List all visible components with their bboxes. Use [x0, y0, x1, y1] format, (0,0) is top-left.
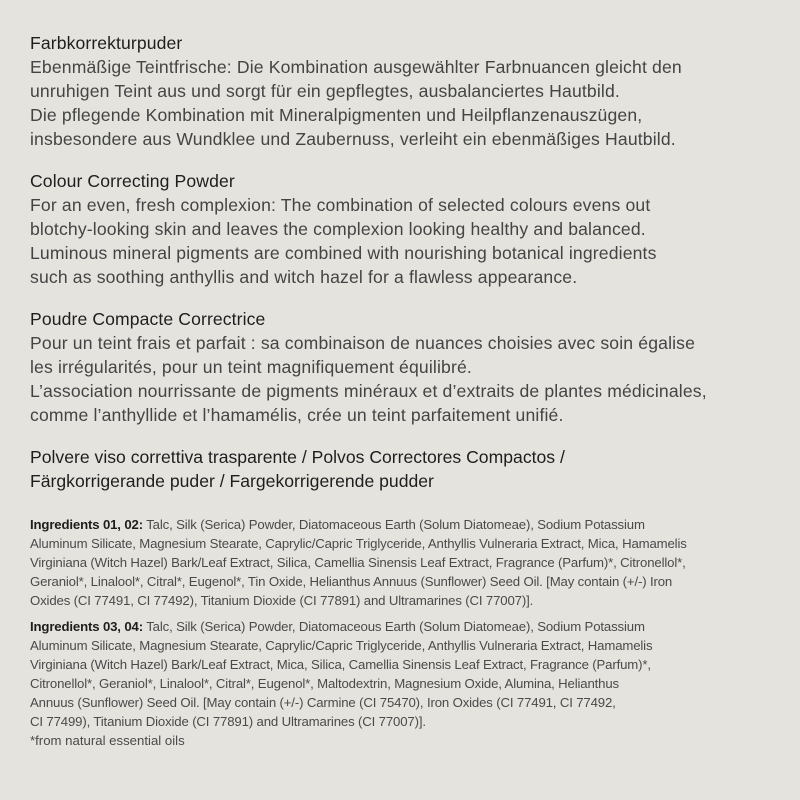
other-language-title: Färgkorrigerande puder / Fargekorrigerende pudder: [30, 471, 434, 491]
ingredients-line: Virginiana (Witch Hazel) Bark/Leaf Extract, Silica, Camellia Sinensis Leaf Extract, Fragrance (Parfum)*, Citronellol*,: [30, 555, 686, 570]
ingredients-label: Ingredients 01, 02:: [30, 517, 143, 532]
ingredients-text: Talc, Silk (Serica) Powder, Diatomaceous Earth (Solum Diatomeae), Sodium Potassium: [142, 517, 645, 532]
section-line: Pour un teint frais et parfait : sa combinaison de nuances choisies avec soin égalise: [30, 333, 696, 353]
section-line: les irrégularités, pour un teint magnifiquement équilibré.: [30, 357, 472, 377]
section-french: [30, 307, 780, 427]
section-line: unruhigen Teint aus und sorgt für ein gepflegtes, ausbalanciertes Hautbild.: [30, 81, 620, 101]
section-line: blotchy-looking skin and leaves the complexion looking healthy and balanced.: [30, 219, 646, 239]
section-english: [30, 169, 780, 289]
ingredients-line: Citronellol*, Geraniol*, Linalool*, Citral*, Eugenol*, Maltodextrin, Magnesium Oxide, Alumina, Helianthus: [30, 676, 619, 691]
section-other-languages: [30, 445, 780, 493]
ingredients-line: Oxides (CI 77491, CI 77492), Titanium Dioxide (CI 77891) and Ultramarines (CI 77007)].: [30, 593, 534, 608]
ingredients-line: Aluminum Silicate, Magnesium Stearate, Caprylic/Capric Triglyceride, Anthyllis Vulneraria Extract, Hamamelis: [30, 638, 653, 653]
ingredients-line: Virginiana (Witch Hazel) Bark/Leaf Extract, Mica, Silica, Camellia Sinensis Leaf Extract, Fragrance (Parfum)*,: [30, 657, 651, 672]
section-line: such as soothing anthyllis and witch hazel for a flawless appearance.: [30, 267, 578, 287]
section-line: Ebenmäßige Teintfrische: Die Kombination ausgewählter Farbnuancen gleicht den: [30, 57, 682, 77]
section-line: Luminous mineral pigments are combined with nourishing botanical ingredients: [30, 243, 657, 263]
section-german: [30, 31, 780, 151]
ingredients-line: CI 77499), Titanium Dioxide (CI 77891) and Ultramarines (CI 77007)].: [30, 714, 426, 729]
section-line: insbesondere aus Wundklee und Zaubernuss, verleiht ein ebenmäßiges Hautbild.: [30, 129, 676, 149]
ingredients-line: Aluminum Silicate, Magnesium Stearate, Caprylic/Capric Triglyceride, Anthyllis Vulneraria Extract, Mica, Hamamelis: [30, 536, 687, 551]
section-title: Farbkorrekturpuder: [30, 33, 183, 53]
ingredients-line: [30, 617, 780, 636]
ingredients-label: Ingredients 03, 04:: [30, 619, 143, 634]
section-title: Colour Correcting Powder: [30, 171, 235, 191]
ingredients-line: Geraniol*, Linalool*, Citral*, Eugenol*, Tin Oxide, Helianthus Annuus (Sunflower) Seed Oil. [May contain (+/-) Iron: [30, 574, 673, 589]
section-line: Die pflegende Kombination mit Mineralpigmenten und Heilpflanzenauszügen,: [30, 105, 643, 125]
other-language-title: Polvere viso correttiva trasparente / Polvos Correctores Compactos /: [30, 447, 565, 467]
ingredients-01-02: [30, 515, 780, 610]
section-title: Poudre Compacte Correctrice: [30, 309, 266, 329]
section-line: L’association nourrissante de pigments minéraux et d’extraits de plantes médicinales,: [30, 381, 707, 401]
footnote: *from natural essential oils: [30, 733, 185, 748]
ingredients-03-04: [30, 617, 780, 731]
ingredients-text: Talc, Silk (Serica) Powder, Diatomaceous Earth (Solum Diatomeae), Sodium Potassium: [142, 619, 645, 634]
ingredients-line: [30, 515, 780, 534]
section-line: For an even, fresh complexion: The combination of selected colours evens out: [30, 195, 651, 215]
section-line: comme l’anthyllide et l’hamamélis, crée un teint parfaitement unifié.: [30, 405, 564, 425]
ingredients-line: Annuus (Sunflower) Seed Oil. [May contain (+/-) Carmine (CI 75470), Iron Oxides (CI 77491, CI 77492,: [30, 695, 616, 710]
